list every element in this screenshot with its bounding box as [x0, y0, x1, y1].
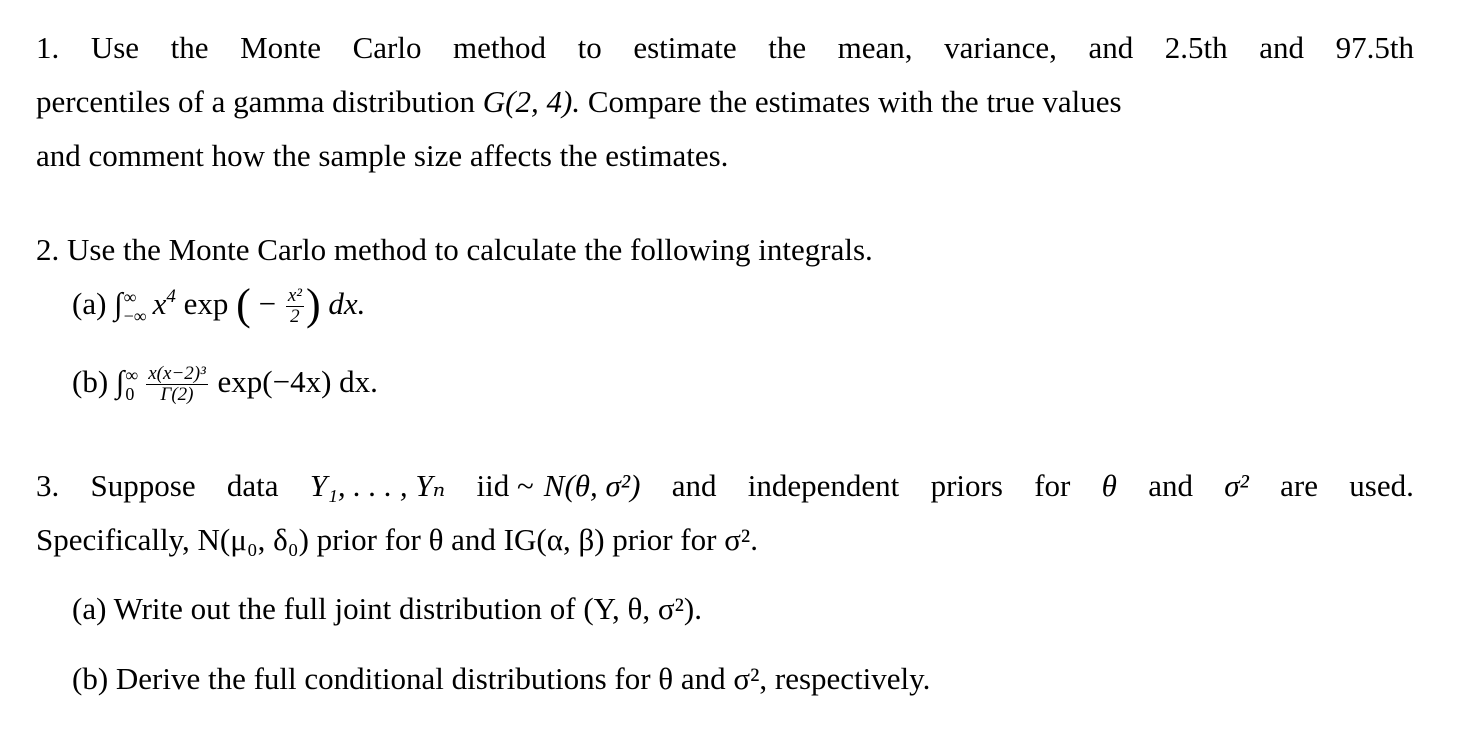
fraction [286, 286, 304, 327]
word: independent [747, 468, 900, 503]
exp-function: exp [183, 286, 229, 321]
theta: θ [1101, 468, 1117, 503]
word: the [170, 30, 209, 65]
integrand-x4: $x^4$ [152, 286, 176, 321]
integral-sign: ∫ [114, 286, 123, 321]
lower-limit: 0 [125, 383, 135, 404]
numerator: x(x−2)³ [148, 363, 206, 385]
word: Suppose [90, 468, 196, 503]
problem-1-line-2 [36, 82, 1122, 122]
problem-2-intro: 2. Use the Monte Carlo method to calculate the following integrals. [36, 232, 873, 267]
word: estimate [633, 30, 737, 65]
word: Monte [240, 30, 322, 65]
right-paren: ) [305, 279, 321, 329]
sigma-squared: σ² [1224, 468, 1249, 503]
problem-3-line-2: Specifically, N(μ₀, δ₀) prior for θ and IG(α, β) prior for σ². [36, 522, 758, 557]
word: are [1280, 468, 1318, 503]
problem-number: 3. [36, 468, 60, 503]
differential: dx. [328, 286, 366, 321]
word: mean, [837, 30, 913, 65]
upper-limit: ∞ [123, 286, 137, 307]
problem-3-line-1 [36, 466, 1414, 506]
minus-sign: − [258, 286, 277, 321]
denominator: 2 [290, 306, 300, 328]
integral-sign: ∫ [115, 364, 125, 399]
integral-limits [124, 288, 147, 326]
iid-tilde: iid ~ [476, 468, 534, 503]
word: for [1034, 468, 1071, 503]
part-label: (b) [72, 364, 109, 399]
word: data [226, 468, 279, 503]
word: and [1259, 30, 1304, 65]
word: method [453, 30, 547, 65]
integrand-tail: exp(−4x) dx. [217, 364, 378, 399]
problem-2a [72, 279, 366, 329]
problem-3a: (a) Write out the full joint distribution of (Y, θ, σ²). [72, 591, 702, 626]
upper-limit: ∞ [125, 364, 139, 385]
fraction [146, 364, 208, 405]
word: 2.5th [1164, 30, 1228, 65]
word: 97.5th [1335, 30, 1414, 65]
problem-3b: (b) Derive the full conditional distributions for θ and σ², respectively. [72, 661, 931, 696]
word: priors [930, 468, 1003, 503]
left-paren: ( [236, 279, 251, 329]
gamma-notation: G(2, 4). [482, 84, 581, 119]
normal-notation: N(θ, σ²) [543, 468, 641, 503]
numerator: x² [287, 285, 302, 307]
problem-1-line-3: and comment how the sample size affects the estimates. [36, 138, 729, 173]
word: and [671, 468, 717, 503]
part-label: (a) [72, 286, 107, 321]
text: percentiles of a gamma distribution [36, 84, 483, 119]
word: used. [1349, 468, 1414, 503]
text: Compare the estimates with the true values [580, 84, 1122, 119]
problem-number: 1. [36, 30, 60, 65]
integral-limits [125, 366, 138, 404]
word: to [577, 30, 602, 65]
problem-1-line-1 [36, 28, 1414, 68]
denominator: Γ(2) [160, 384, 194, 406]
word: and [1148, 468, 1193, 503]
word: Carlo [352, 30, 422, 65]
word: and [1088, 30, 1134, 65]
word: variance, [944, 30, 1057, 65]
word: the [768, 30, 807, 65]
word: Use [90, 30, 140, 65]
problem-2b [72, 362, 378, 405]
data-variables: Y₁, . . . , Yₙ [309, 468, 446, 503]
lower-limit: −∞ [123, 305, 147, 326]
